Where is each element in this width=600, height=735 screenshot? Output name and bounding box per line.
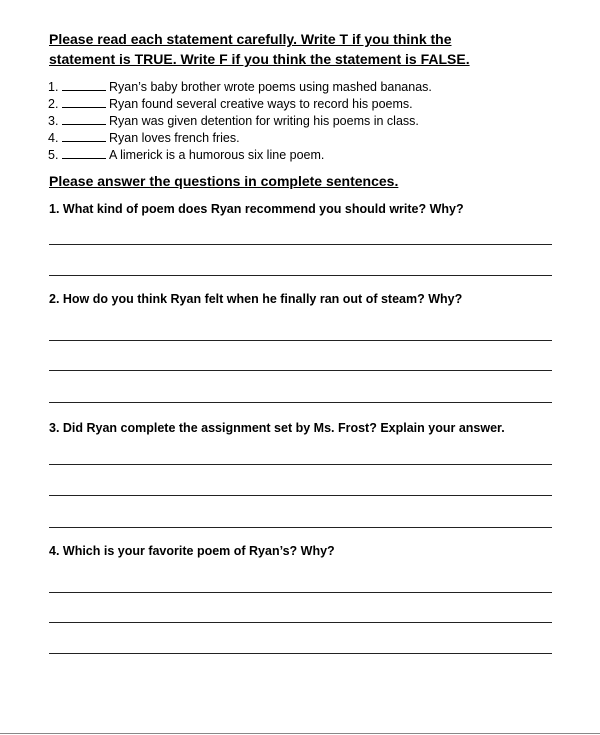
answer-line[interactable] [49,464,552,465]
answer-blank[interactable] [62,95,106,108]
list-item [48,112,432,129]
true-false-list [48,78,432,163]
statement-text: Ryan’s baby brother wrote poems using mashed bananas. [109,80,432,94]
answer-line[interactable] [49,495,552,496]
answer-line[interactable] [49,527,552,528]
instructions-line-1: Please read each statement carefully. Write T if you think the [49,31,452,47]
statement-text: A limerick is a humorous six line poem. [109,148,325,162]
question-1: 1. What kind of poem does Ryan recommend you should write? Why? [49,202,464,216]
answer-blank[interactable] [62,129,106,142]
answer-blank[interactable] [62,146,106,159]
statement-number: 3. [48,114,59,128]
answer-line[interactable] [49,340,552,341]
answer-line[interactable] [49,370,552,371]
statement-number: 2. [48,97,59,111]
statement-text: Ryan loves french fries. [109,131,240,145]
section-heading: Please answer the questions in complete sentences. [49,173,399,189]
answer-blank[interactable] [62,78,106,91]
answer-line[interactable] [49,622,552,623]
list-item [48,146,432,163]
statement-number: 1. [48,80,59,94]
list-item [48,95,432,112]
list-item [48,129,432,146]
statement-number: 4. [48,131,59,145]
statement-text: Ryan found several creative ways to record his poems. [109,97,413,111]
answer-line[interactable] [49,592,552,593]
answer-blank[interactable] [62,112,106,125]
answer-line[interactable] [49,275,552,276]
question-4: 4. Which is your favorite poem of Ryan’s? Why? [49,544,335,558]
list-item [48,78,432,95]
statement-text: Ryan was given detention for writing his poems in class. [109,114,419,128]
answer-line[interactable] [49,244,552,245]
question-2: 2. How do you think Ryan felt when he finally ran out of steam? Why? [49,292,463,306]
question-3: 3. Did Ryan complete the assignment set by Ms. Frost? Explain your answer. [49,421,505,435]
instructions-line-2: statement is TRUE. Write F if you think the statement is FALSE. [49,51,470,67]
statement-number: 5. [48,148,59,162]
page-bottom-edge [0,733,600,734]
answer-line[interactable] [49,402,552,403]
answer-line[interactable] [49,653,552,654]
